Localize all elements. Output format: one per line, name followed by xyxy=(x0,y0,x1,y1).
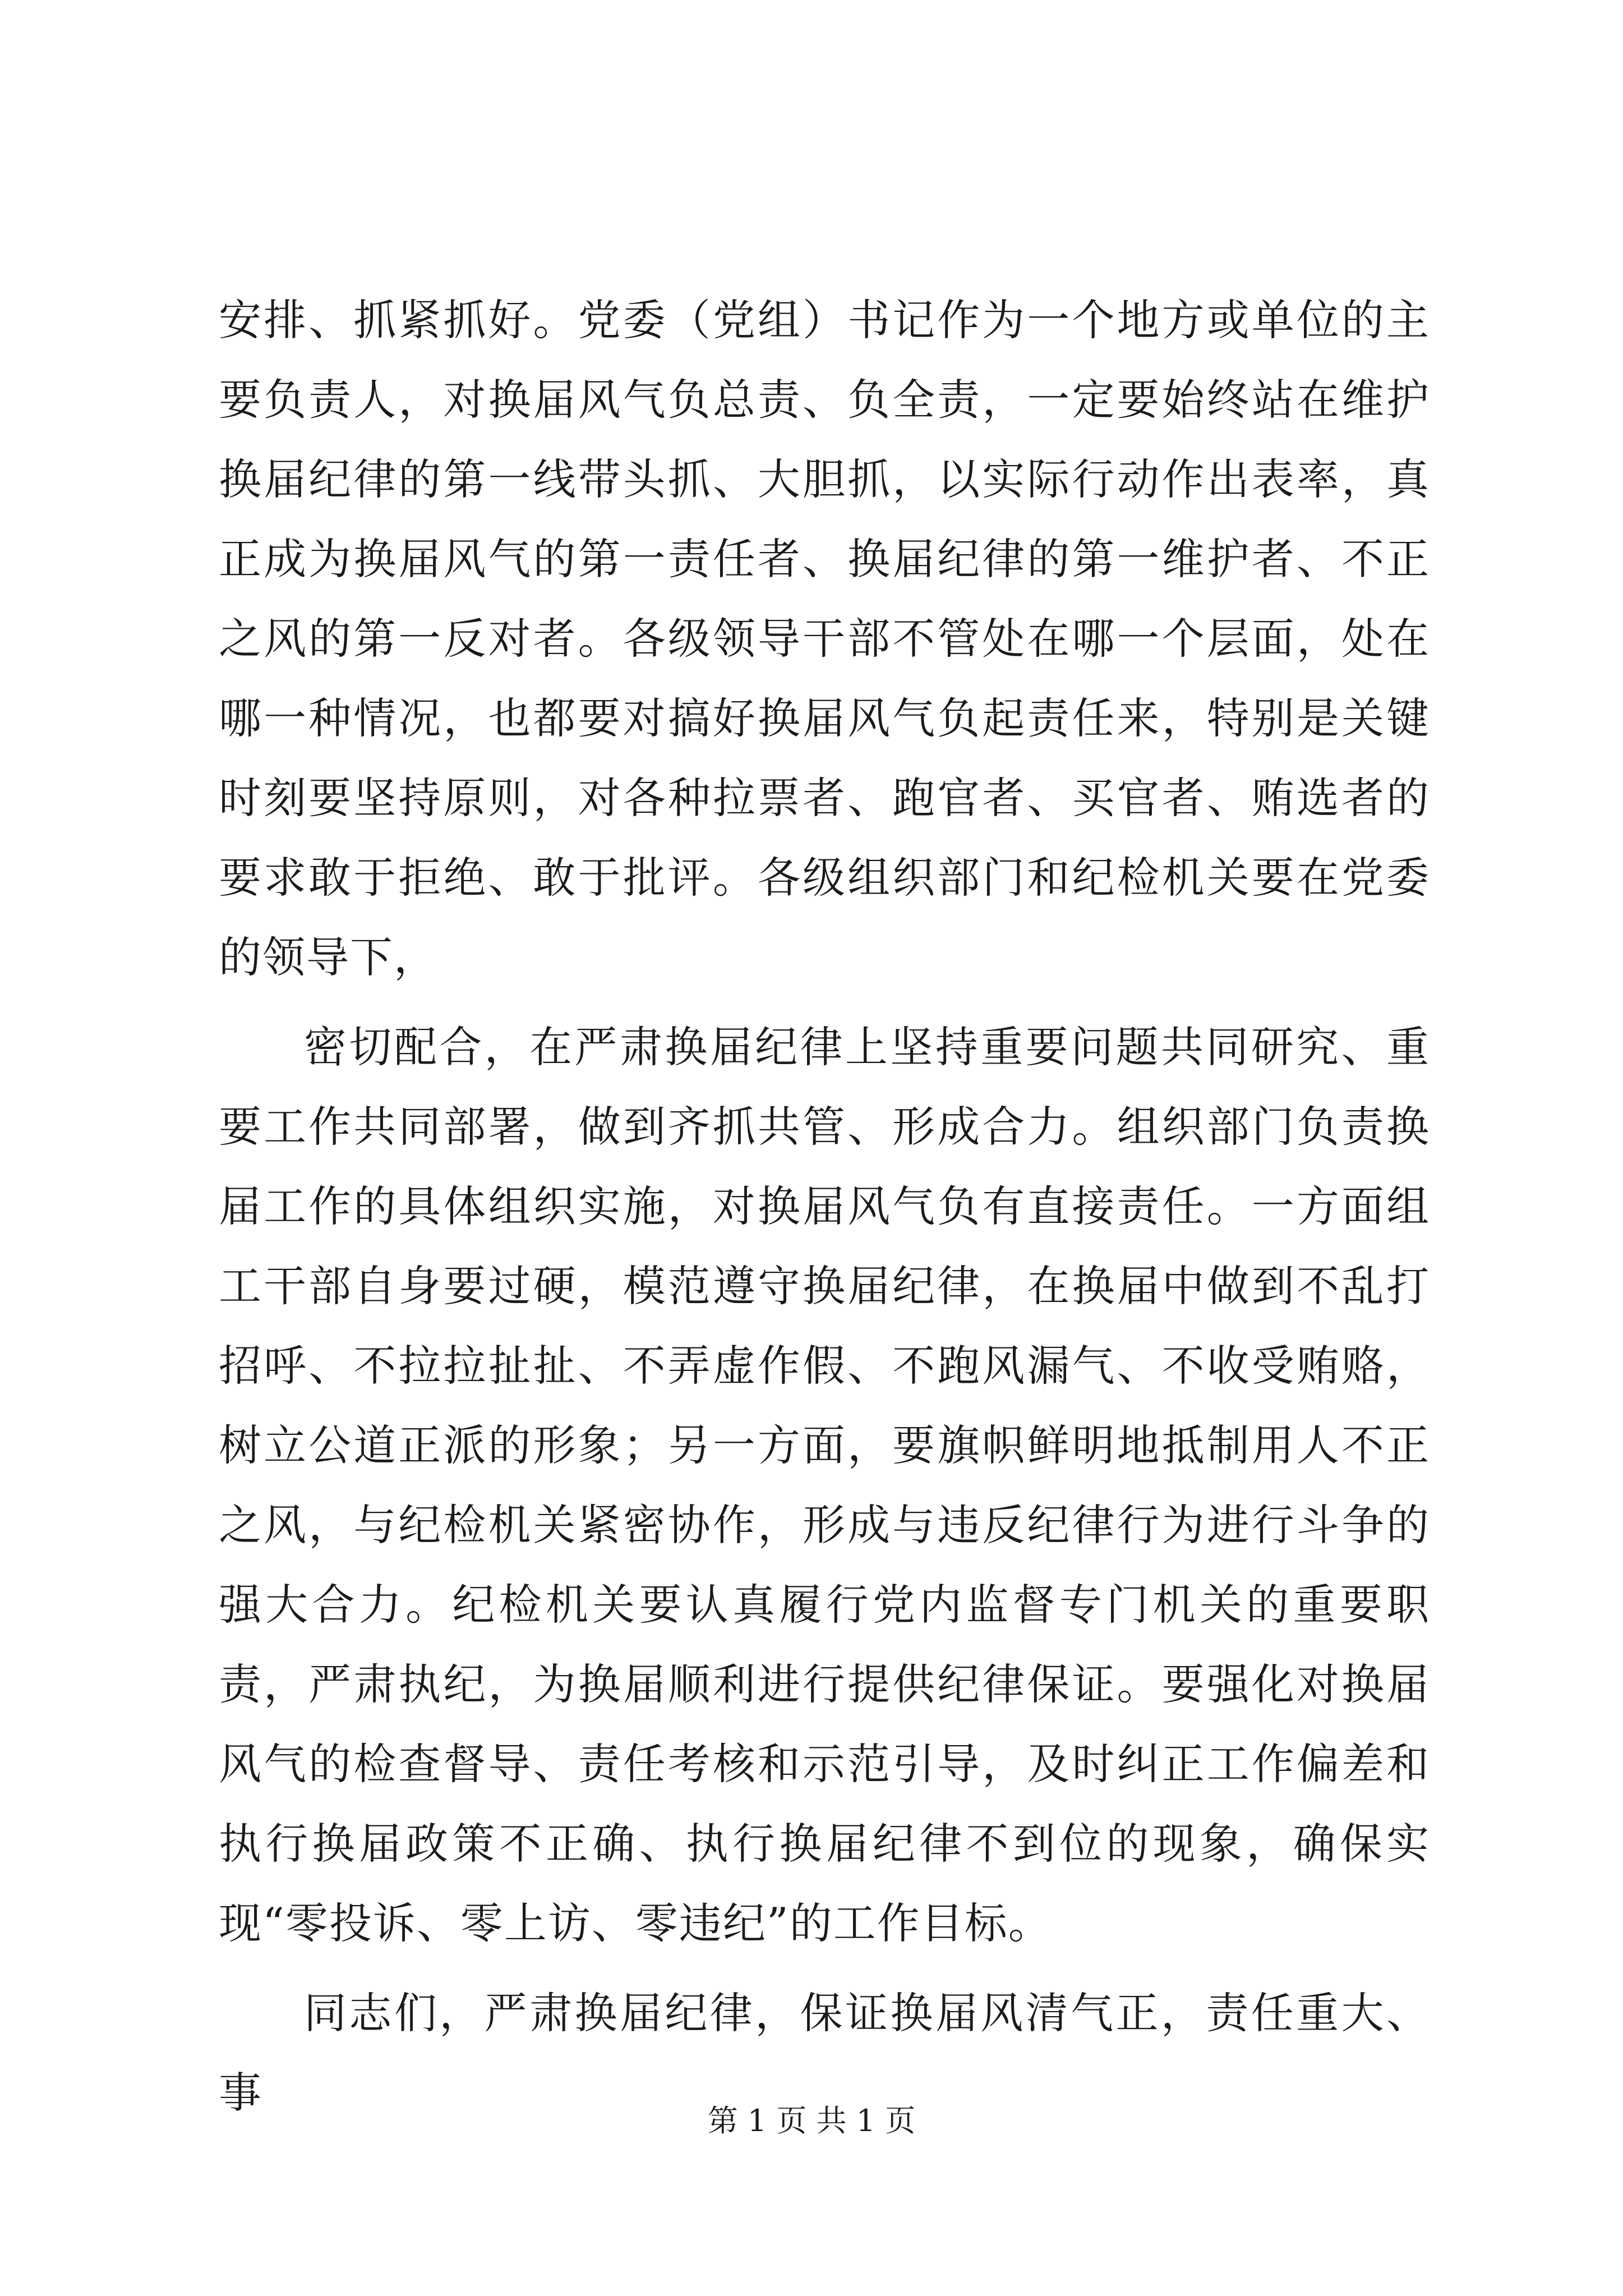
paragraph-2: 密切配合，在严肃换届纪律上坚持重要问题共同研究、重要工作共同部署，做到齐抓共管、形成合力。组织部门负责换届工作的具体组织实施，对换届风气负有直接责任。一方面组工干部自身要过硬，模范遵守换届纪律，在换届中做到不乱打招呼、不拉拉扯扯、不弄虚作假、不跑风漏气、不收受贿赂，树立公道正派的形象；另一方面，要旗帜鲜明地抵制用人不正之风，与纪检机关紧密协作，形成与违反纪律行为进行斗争的强大合力。纪检机关要认真履行党内监督专门机关的重要职责，严肃执纪，为换届顺利进行提供纪律保证。要强化对换届风气的检查督导、责任考核和示范引导，及时纠正工作偏差和执行换届政策不正确、执行换届纪律不到位的现象，确保实现“零投诉、零上访、零违纪”的工作目标。 xyxy=(219,1022,1430,1948)
paragraph-3: 同志们，严肃换届纪律，保证换届风清气正，责任重大、事 xyxy=(219,1988,1430,2118)
page-footer: 第 1 页 共 1 页 xyxy=(707,2103,916,2138)
paragraph-1: 安排、抓紧抓好。党委（党组）书记作为一个地方或单位的主要负责人，对换届风气负总责、负全责，一定要始终站在维护换届纪律的第一线带头抓、大胆抓，以实际行动作出表率，真正成为换届风气的第一责任者、换届纪律的第一维护者、不正之风的第一反对者。各级领导干部不管处在哪一个层面，处在哪一种情况，也都要对搞好换届风气负起责任来，特别是关键时刻要坚持原则，对各种拉票者、跑官者、买官者、贿选者的要求敢于拒绝、敢于批评。各级组织部门和纪检机关要在党委的领导下， xyxy=(219,295,1430,982)
document-body xyxy=(219,280,1430,2133)
